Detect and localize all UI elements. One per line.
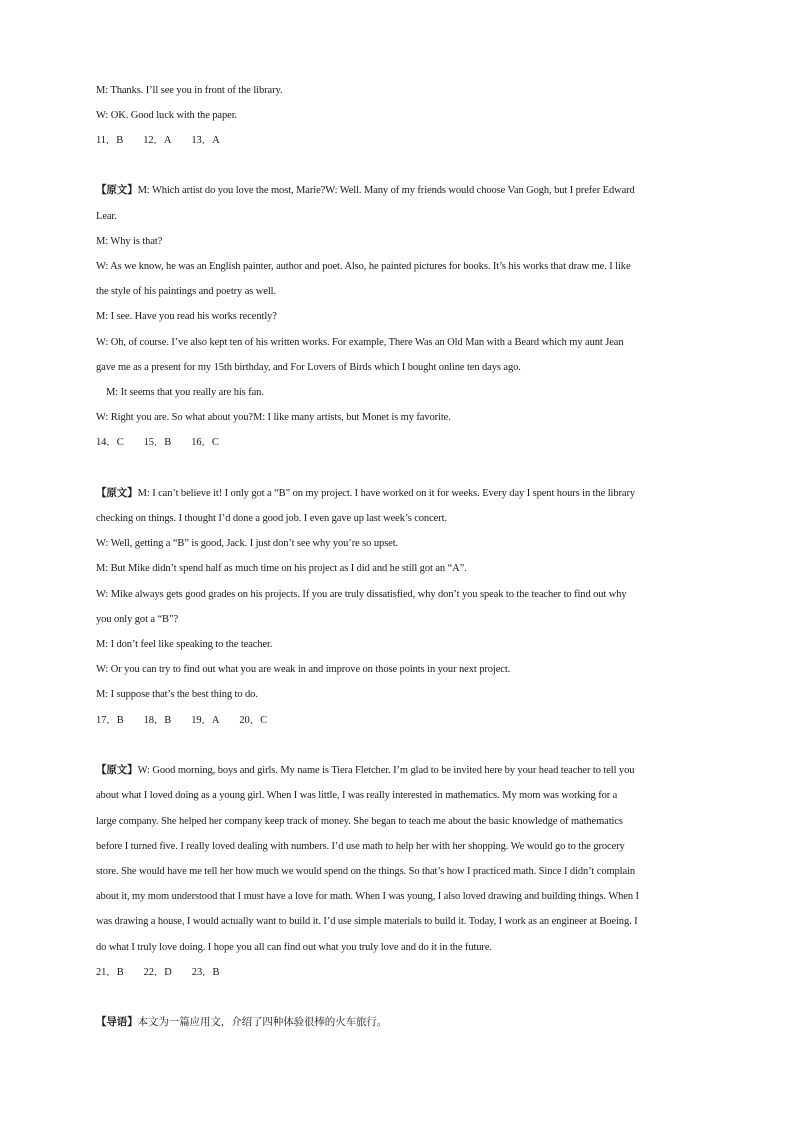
answer-row [96,134,706,147]
intro-text: 本文为一篇应用文，介绍了四种体验很棒的火车旅行。 [137,1016,388,1028]
text-line-content: W: Good morning, boys and girls. My name is Tiera Fletcher. I’m glad to be invited here by your head teacher to tell you [137,765,635,776]
text-line: M: It seems that you really are his fan. [106,387,264,398]
text-line: W: Mike always gets good grades on his projects. If you are truly dissatisfied, why don’t you speak to the teacher to find out why [96,589,627,600]
answer-row [96,714,706,727]
text-line: the style of his paintings and poetry as well. [96,286,276,297]
answer-row [96,966,706,979]
text-line: M: Thanks. I’ll see you in front of the library. [96,85,283,96]
section-tag: 【原文】 [96,184,138,196]
text-line: about what I loved doing as a young girl. When I was little, I was really interested in mathematics. My mom was working for a [96,790,618,801]
text-line: M: I don’t feel like speaking to the teacher. [96,639,273,650]
answer: 14．C [96,437,124,448]
text-line: M: I see. Have you read his works recently? [96,311,277,322]
answer: 18．B [143,715,172,726]
text-line [96,764,706,777]
text-line [96,1016,706,1029]
section-tag: 【原文】 [96,764,138,776]
text-line: you only got a “B”? [96,614,179,625]
answer: 12．A [143,135,172,146]
answer: 16．C [191,437,219,448]
section-tag: 【原文】 [96,487,138,499]
text-line: M: But Mike didn’t spend half as much time on his project as I did and he still got an “A”. [96,563,467,574]
text-line: M: I suppose that’s the best thing to do. [96,689,258,700]
text-line: W: Right you are. So what about you?M: I like many artists, but Monet is my favorite. [96,412,451,423]
answer: 23．B [191,967,220,978]
text-line-content: M: Which artist do you love the most, Marie?W: Well. Many of my friends would choose Van Gogh, but I prefer Edward [137,185,635,196]
text-line: store. She would have me tell her how much we would spend on the things. So that’s how I practiced math. Since I didn’t complain [96,866,636,877]
text-line: gave me as a present for my 15th birthday, and For Lovers of Birds which I bought online ten days ago. [96,362,521,373]
answer: 15．B [143,437,172,448]
text-line-content: M: I can’t believe it! I only got a “B” on my project. I have worked on it for weeks. Every day I spent hours in the library [137,488,635,499]
answer: 13．A [191,135,220,146]
text-line: before I turned five. I really loved dealing with numbers. I’d use math to help her with her shopping. We would go to the grocery [96,841,625,852]
text-line: large company. She helped her company keep track of money. She began to teach me about the basic knowledge of mathematics [96,816,623,827]
text-line: was drawing a house, I would actually want to build it. I’d use simple materials to build it. Today, I work as an engineer at Boeing. I [96,916,638,927]
text-line [96,184,706,197]
answer: 20．C [239,715,268,726]
section-tag: 【导语】 [96,1016,138,1028]
text-line: checking on things. I thought I’d done a good job. I even gave up last week’s concert. [96,513,447,524]
answer: 19．A [191,715,220,726]
text-line: do what I truly love doing. I hope you all can find out what you truly love and do it in the future. [96,942,492,953]
text-line: W: Well, getting a “B” is good, Jack. I just don’t see why you’re so upset. [96,538,399,549]
text-line: W: Or you can try to find out what you are weak in and improve on those points in your next project. [96,664,511,675]
answer-row [96,436,706,449]
text-line: W: OK. Good luck with the paper. [96,110,238,121]
text-line: about it, my mom understood that I must have a love for math. When I was young, I also loved drawing and building things. When I [96,891,639,902]
answer: 17．B [96,715,124,726]
text-line: W: Oh, of course. I’ve also kept ten of his written works. For example, There Was an Old Man with a Beard which my aunt Jean [96,337,624,348]
answer: 22．D [143,967,172,978]
answer: 21．B [96,967,124,978]
text-line: M: Why is that? [96,236,163,247]
text-line [96,487,706,500]
text-line: W: As we know, he was an English painter, author and poet. Also, he painted pictures for books. It’s his works that draw me. I like [96,261,631,272]
text-line: Lear. [96,211,117,222]
answer: 11．B [96,135,124,146]
